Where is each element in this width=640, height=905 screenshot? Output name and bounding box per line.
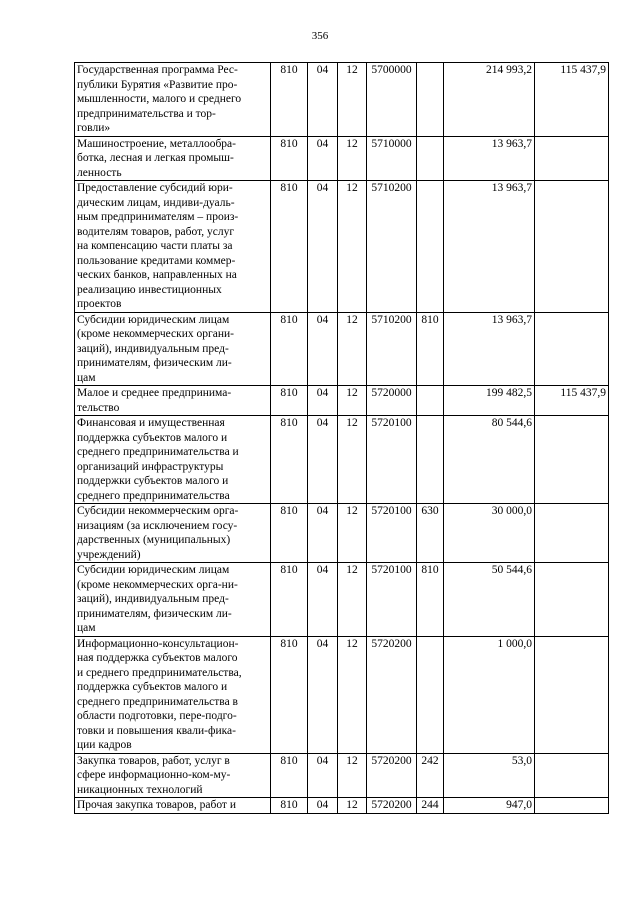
- subsection-code: 12: [338, 136, 367, 181]
- target-article-code: 5710200: [367, 312, 417, 386]
- table-row: [75, 63, 609, 137]
- row-name: Субсидии юридическим лицам (кроме некоммерческих органи- заций), индивидуальным пред- принимателям, физическим ли- цам: [75, 312, 271, 386]
- section-code: 04: [308, 63, 338, 137]
- row-name: Субсидии некоммерческим орга- низациям (за исключением госу- дарственных (муниципальных) учреждений): [75, 504, 271, 563]
- expense-type-code: 810: [417, 312, 444, 386]
- amount-cell: 13 963,7: [444, 136, 535, 181]
- subsection-code: 12: [338, 636, 367, 753]
- section-code: 04: [308, 312, 338, 386]
- target-article-code: 5720200: [367, 753, 417, 798]
- section-code: 04: [308, 798, 338, 814]
- amount-cell: 214 993,2: [444, 63, 535, 137]
- section-code: 04: [308, 563, 338, 637]
- amount-cell-2: [535, 563, 609, 637]
- expense-type-code: [417, 63, 444, 137]
- table-row: [75, 563, 609, 637]
- row-name: Прочая закупка товаров, работ и: [75, 798, 271, 814]
- section-code: 04: [308, 636, 338, 753]
- row-name: Государственная программа Рес- публики Бурятия «Развитие про- мышленности, малого и среднего предпринимательства и тор- говли»: [75, 63, 271, 137]
- amount-cell-2: [535, 636, 609, 753]
- section-code: 04: [308, 416, 338, 504]
- amount-cell: 30 000,0: [444, 504, 535, 563]
- amount-cell: 13 963,7: [444, 312, 535, 386]
- amount-cell-2: 115 437,9: [535, 63, 609, 137]
- table-row: [75, 416, 609, 504]
- budget-table: [74, 62, 609, 814]
- expense-type-code: 810: [417, 563, 444, 637]
- amount-cell-2: [535, 181, 609, 313]
- ministry-code: 810: [271, 636, 308, 753]
- row-name: Финансовая и имущественная поддержка субъектов малого и среднего предпринимательства и организаций инфраструктуры поддержки субъектов малого и среднего предпринимательства: [75, 416, 271, 504]
- ministry-code: 810: [271, 416, 308, 504]
- section-code: 04: [308, 181, 338, 313]
- target-article-code: 5700000: [367, 63, 417, 137]
- row-name: Информационно-консультацион- ная поддержка субъектов малого и среднего предпринимательства, поддержка субъектов малого и среднего предпринимательства в области подготовки, пере-подго- товки и повышения квали-фика- ции кадров: [75, 636, 271, 753]
- expense-type-code: [417, 636, 444, 753]
- table-row: [75, 181, 609, 313]
- table-row: [75, 798, 609, 814]
- expense-type-code: [417, 416, 444, 504]
- table-row: [75, 136, 609, 181]
- ministry-code: 810: [271, 563, 308, 637]
- budget-table-body: [75, 63, 609, 814]
- target-article-code: 5720000: [367, 386, 417, 416]
- section-code: 04: [308, 504, 338, 563]
- ministry-code: 810: [271, 386, 308, 416]
- target-article-code: 5710000: [367, 136, 417, 181]
- expense-type-code: [417, 181, 444, 313]
- amount-cell-2: [535, 312, 609, 386]
- subsection-code: 12: [338, 63, 367, 137]
- table-row: [75, 636, 609, 753]
- row-name: Субсидии юридическим лицам (кроме некоммерческих орга-ни- заций), индивидуальным пред- принимателям, физическим ли- цам: [75, 563, 271, 637]
- expense-type-code: [417, 136, 444, 181]
- section-code: 04: [308, 753, 338, 798]
- target-article-code: 5720100: [367, 416, 417, 504]
- ministry-code: 810: [271, 504, 308, 563]
- amount-cell: 50 544,6: [444, 563, 535, 637]
- ministry-code: 810: [271, 63, 308, 137]
- table-row: [75, 753, 609, 798]
- table-row: [75, 386, 609, 416]
- amount-cell-2: [535, 136, 609, 181]
- amount-cell: 199 482,5: [444, 386, 535, 416]
- amount-cell: 13 963,7: [444, 181, 535, 313]
- amount-cell: 1 000,0: [444, 636, 535, 753]
- subsection-code: 12: [338, 798, 367, 814]
- amount-cell: 80 544,6: [444, 416, 535, 504]
- subsection-code: 12: [338, 386, 367, 416]
- table-row: [75, 504, 609, 563]
- ministry-code: 810: [271, 753, 308, 798]
- subsection-code: 12: [338, 416, 367, 504]
- amount-cell-2: [535, 753, 609, 798]
- row-name: Машиностроение, металлообра- ботка, лесная и легкая промыш- ленность: [75, 136, 271, 181]
- table-row: [75, 312, 609, 386]
- section-code: 04: [308, 136, 338, 181]
- expense-type-code: 242: [417, 753, 444, 798]
- expense-type-code: 630: [417, 504, 444, 563]
- ministry-code: 810: [271, 798, 308, 814]
- target-article-code: 5720200: [367, 798, 417, 814]
- row-name: Закупка товаров, работ, услуг в сфере информационно-ком-му- никационных технологий: [75, 753, 271, 798]
- target-article-code: 5720200: [367, 636, 417, 753]
- amount-cell-2: [535, 504, 609, 563]
- row-name: Предоставление субсидий юри- дическим лицам, индиви-дуаль- ным предпринимателям – произ- водителям товаров, работ, услуг на компенсацию части платы за пользование кредитами коммер- ческих банков, направленных на реализацию инвестиционных проектов: [75, 181, 271, 313]
- amount-cell-2: [535, 798, 609, 814]
- amount-cell: 53,0: [444, 753, 535, 798]
- page-number: 356: [311, 30, 329, 42]
- target-article-code: 5720100: [367, 504, 417, 563]
- amount-cell-2: [535, 416, 609, 504]
- amount-cell-2: 115 437,9: [535, 386, 609, 416]
- subsection-code: 12: [338, 753, 367, 798]
- subsection-code: 12: [338, 312, 367, 386]
- amount-cell: 947,0: [444, 798, 535, 814]
- target-article-code: 5720100: [367, 563, 417, 637]
- ministry-code: 810: [271, 181, 308, 313]
- subsection-code: 12: [338, 563, 367, 637]
- ministry-code: 810: [271, 312, 308, 386]
- row-name: Малое и среднее предпринима- тельство: [75, 386, 271, 416]
- subsection-code: 12: [338, 181, 367, 313]
- section-code: 04: [308, 386, 338, 416]
- ministry-code: 810: [271, 136, 308, 181]
- target-article-code: 5710200: [367, 181, 417, 313]
- expense-type-code: [417, 386, 444, 416]
- expense-type-code: 244: [417, 798, 444, 814]
- subsection-code: 12: [338, 504, 367, 563]
